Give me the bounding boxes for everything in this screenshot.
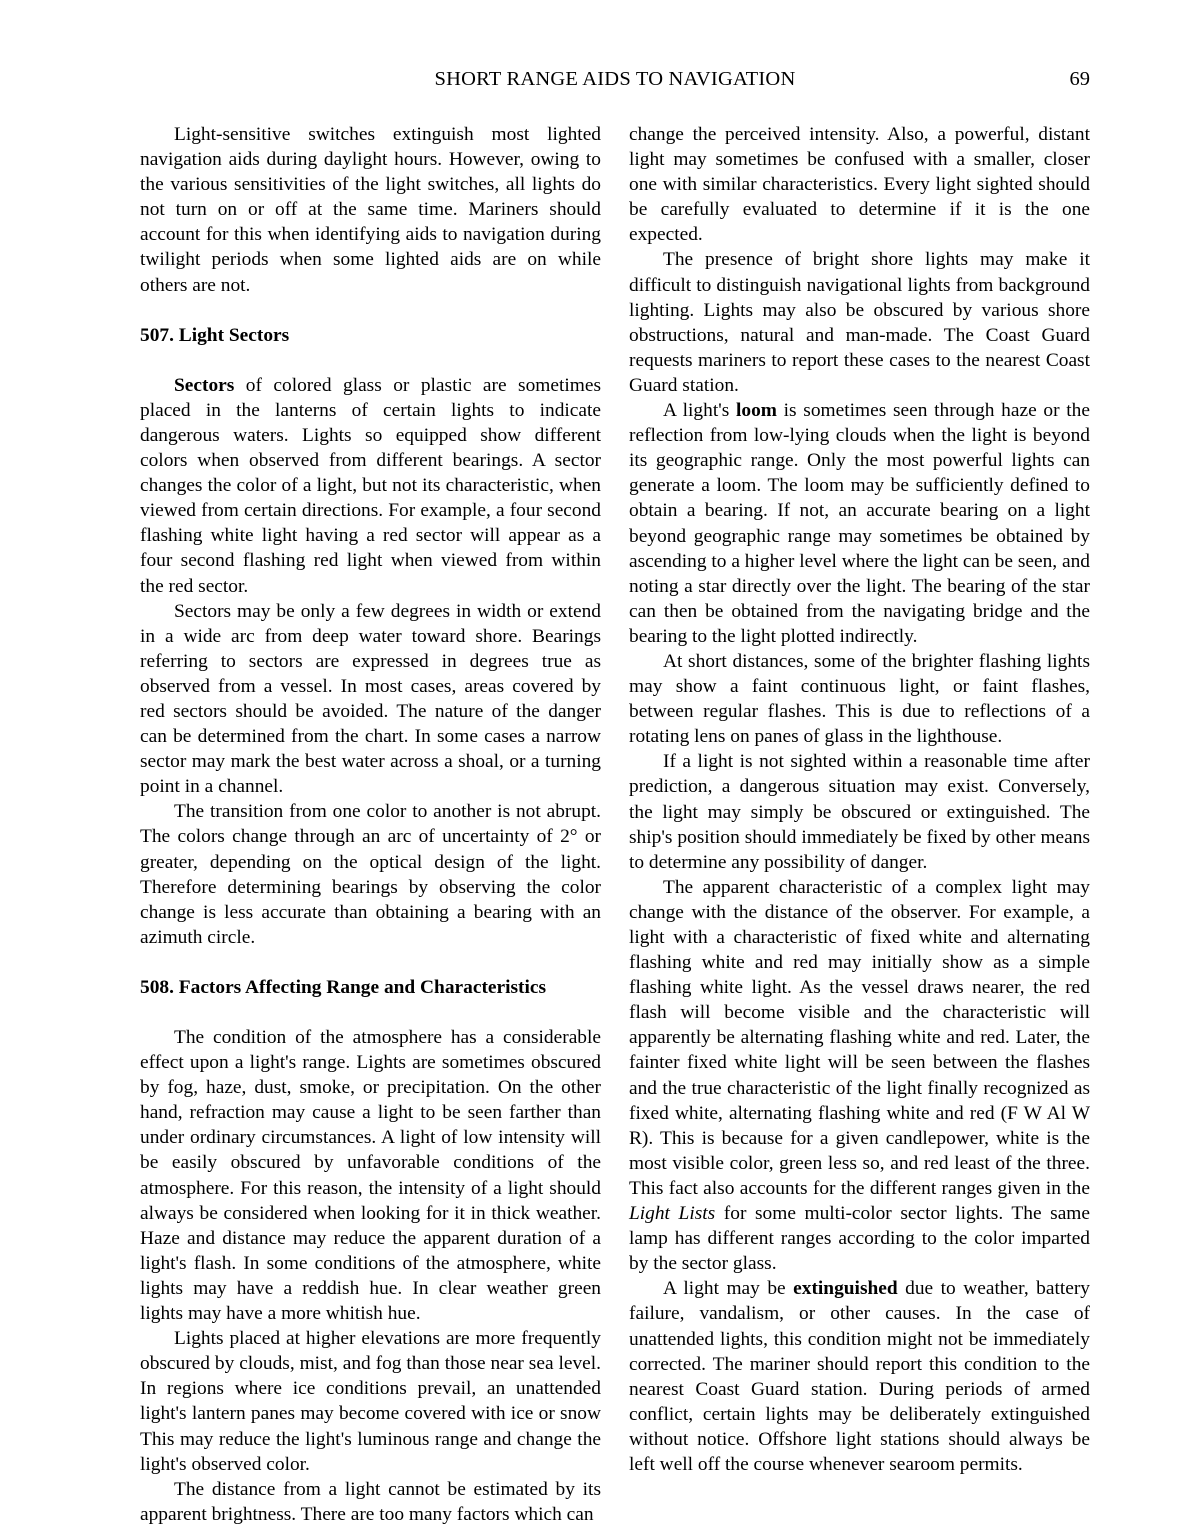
paragraph-light-sensitive-switches: Light-sensitive switches extinguish most lighted navigation aids during daylight hours. However, owing to the various sensitivities of the light switches, all lights do not turn on or off at the same time. Mariners should account for this when identifying aids to navigation during twilight periods when some lighted aids are on while others are not.	[140, 124, 601, 296]
run-in-bold-extinguished: extinguished	[793, 1278, 898, 1300]
paragraph-sectors-definition-text: of colored glass or plastic are sometimes placed in the lanterns of certain lights to indicate dangerous waters. Lights so equipped show different colors when observed from different bearings. A sector changes the color of a light, but not its characteristic, when viewed from certain directions. For example, a four second flashing white light having a red sector will appear as a four second flashing red light when viewed from within the red sector.	[140, 374, 601, 597]
paragraph-complex-light-text-after: for some multi-color sector lights. The same lamp has different ranges according to the color imparted by the sector glass.	[629, 1203, 1090, 1275]
section-heading-508: 508. Factors Affecting Range and Characteristics	[140, 976, 547, 998]
paragraph-sectors-definition	[140, 373, 601, 599]
right-column	[629, 122, 1090, 1527]
paragraph-loom-text-after: is sometimes seen through haze or the reflection from low-lying clouds when the light is beyond its geographic range. Only the most powerful lights can generate a loom. The loom may be sufficiently defined to obtain a bearing. If not, an accurate bearing on a light beyond geographic range may sometimes be obtained by ascending to a higher level where the light can be seen, and noting a star directly over the light. The bearing of the star can then be obtained from the navigating bridge and the bearing to the light plotted indirectly.	[629, 400, 1090, 647]
italic-light-lists: Light Lists	[629, 1203, 716, 1225]
paragraph-color-transition: The transition from one color to another is not abrupt. The colors change through an arc of uncertainty of 2° or greater, depending on the optical design of the light. Therefore determining bearings by observing the color change is less accurate than obtaining a bearing with an azimuth circle.	[140, 801, 601, 948]
page-title: SHORT RANGE AIDS TO NAVIGATION	[434, 68, 796, 90]
page-number: 69	[1069, 68, 1090, 90]
paragraph-extinguished-light	[629, 1276, 1090, 1477]
paragraph-extinguished-text-before: A light may be	[663, 1278, 794, 1300]
paragraph-light-not-sighted: If a light is not sighted within a reasonable time after prediction, a dangerous situation may exist. Conversely, the light may simply be obscured or extinguished. The ship's position should immediately be fixed by other means to determine any possibility of danger.	[629, 751, 1090, 873]
paragraph-extinguished-text-after: due to weather, battery failure, vandalism, or other causes. In the case of unattended lights, this condition might not be immediately corrected. The mariner should report this condition to the nearest Coast Guard station. During periods of armed conflict, certain lights may be deliberately extinguished without notice. Offshore light stations should always be left well off the course whenever searoom permits.	[629, 1278, 1090, 1475]
left-column	[140, 122, 601, 1527]
paragraph-loom-text-before: A light's	[663, 400, 736, 422]
paragraph-sector-width: Sectors may be only a few degrees in width or extend in a wide arc from deep water toward shore. Bearings referring to sectors are expressed in degrees true as observed from a vessel. In most cases, areas covered by red sectors should be avoided. The nature of the danger can be determined from the chart. In some cases a narrow sector may mark the best water across a shoal, or a turning point in a channel.	[140, 600, 601, 798]
run-in-bold-loom: loom	[735, 400, 777, 422]
run-in-bold-sectors: Sectors	[174, 374, 235, 396]
paragraph-complex-light-text-before: The apparent characteristic of a complex light may change with the distance of the observer. For example, a light with a characteristic of fixed white and alternating flashing white and red may initially show as a simple flashing white light. As the vessel draws nearer, the red flash will become visible and the characteristic will apparently be alternating flashing white and red. Later, the fainter fixed white light will be seen between the flashes and the true characteristic of the light finally recognized as fixed white, alternating flashing white and red (F W Al W R). This is because for a given candlepower, white is the most visible color, green less so, and red least of the three. This fact also accounts for the different ranges given in the	[629, 876, 1090, 1199]
spacer	[140, 1000, 601, 1025]
paragraph-distance-estimate: The distance from a light cannot be estimated by its apparent brightness. There are too many factors which can	[140, 1478, 601, 1525]
two-column-body	[140, 122, 1090, 1527]
section-heading-507: 507. Light Sectors	[140, 324, 290, 346]
spacer	[140, 298, 601, 323]
spacer	[140, 950, 601, 975]
paragraph-loom	[629, 398, 1090, 649]
paragraph-complex-light-characteristic	[629, 875, 1090, 1277]
paragraph-shore-lights: The presence of bright shore lights may make it difficult to distinguish navigational lights from background lighting. Lights may also be obscured by various shore obstructions, natural and man-made. The Coast Guard requests mariners to report these cases to the nearest Coast Guard station.	[629, 249, 1090, 396]
paragraph-higher-elevations: Lights placed at higher elevations are more frequently obscured by clouds, mist, and fog than those near sea level. In regions where ice conditions prevail, an unattended light's lantern panes may become covered with ice or snow This may reduce the light's luminous range and change the light's observed color.	[140, 1328, 601, 1475]
spacer	[140, 348, 601, 373]
paragraph-atmosphere-condition: The condition of the atmosphere has a considerable effect upon a light's range. Lights are sometimes obscured by fog, haze, dust, smoke, or precipitation. On the other hand, refraction may cause a light to be seen farther than under ordinary circumstances. A light of low intensity will be easily obscured by unfavorable conditions of the atmosphere. For this reason, the intensity of a light should always be considered when looking for it in thick weather. Haze and distance may reduce the apparent duration of a light's flash. In some conditions of the atmosphere, white lights may have a reddish hue. In clear weather green lights may have a more whitish hue.	[140, 1027, 601, 1325]
paragraph-perceived-intensity-continued: change the perceived intensity. Also, a powerful, distant light may sometimes be confused with a smaller, closer one with similar characteristics. Every light sighted should be carefully evaluated to determine if it is the one expected.	[629, 124, 1090, 246]
running-head	[140, 68, 1090, 96]
paragraph-short-distances: At short distances, some of the brighter flashing lights may show a faint continuous light, or faint flashes, between regular flashes. This is due to reflections of a rotating lens on panes of glass in the lighthouse.	[629, 650, 1090, 748]
